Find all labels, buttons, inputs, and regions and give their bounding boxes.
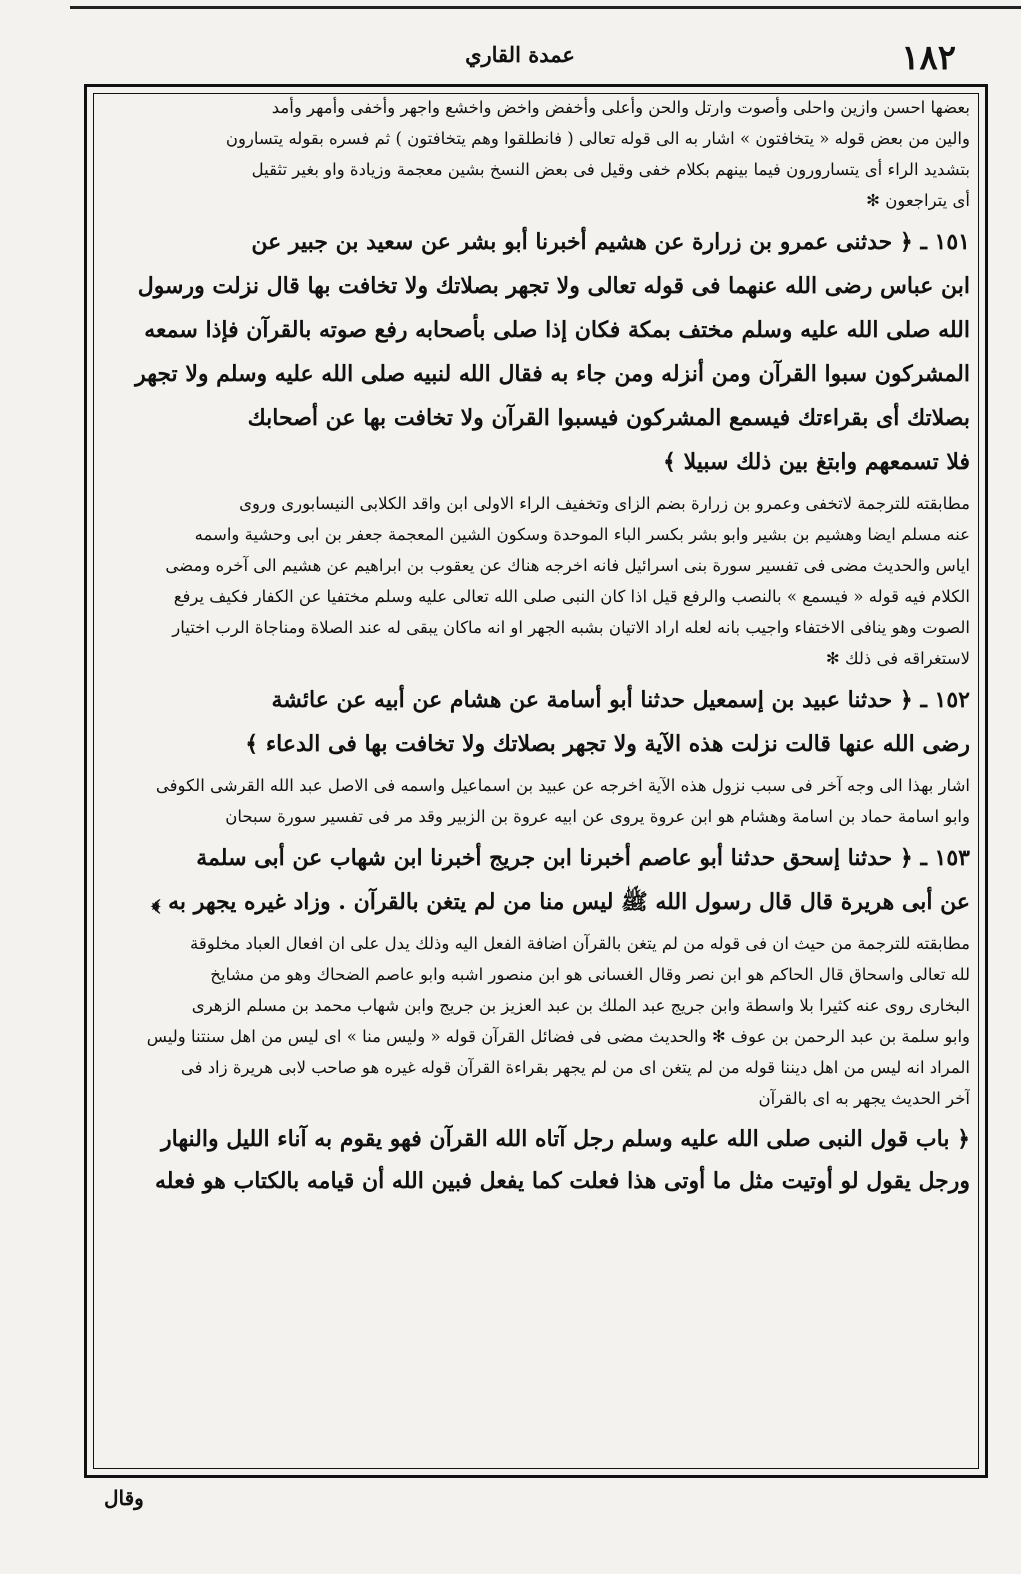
commentary-line: مطابقته للترجمة من حيث ان فى قوله من لم يتغن بالقرآن اضافة الفعل اليه وذلك يدل على ان افعال العباد مخلوقة <box>190 934 970 953</box>
commentary-line: عنه مسلم ايضا وهشيم بن بشير وابو بشر بكسر الباء الموحدة وسكون الشين المعجمة جعفر بن ابى وحشية واسمه <box>194 525 970 544</box>
commentary-line: اياس والحديث مضى فى تفسير سورة بنى اسرائيل فانه اخرجه هناك عن يعقوب بن ابراهيم عن هشيم الى آخره ومضى <box>165 556 970 575</box>
commentary-line: لله تعالى واسحاق قال الحاكم هو ابن نصر وقال الغسانى هو ابن منصور اشبه وابو عاصم الضحاك وهو من مشايخ <box>210 965 970 984</box>
hadith-line: ابن عباس رضى الله عنهما فى قوله تعالى ولا تجهر بصلاتك ولا تخافت بها قال نزلت ورسول <box>137 273 970 299</box>
commentary-line: الصوت وهو ينافى الاختفاء واجيب بانه لعله اراد الاتيان بشبه الجهر او انه ماكان يبقى له عند الصلاة ومناجاة الرب اختيار <box>172 618 970 637</box>
hadith-line: بصلاتك أى بقراءتك فيسمع المشركون فيسبوا القرآن ولا تخافت بها عن أصحابك <box>247 405 970 431</box>
commentary-line: بتشديد الراء أى يتسارورون فيما بينهم بكلام خفى وقيل فى بعض النسخ بشين معجمة وزيادة واو بغير تثقيل <box>251 160 970 179</box>
bab-line: ﴿ باب قول النبى صلى الله عليه وسلم رجل آتاه الله القرآن فهو يقوم به آناء الليل والنهار <box>161 1126 970 1152</box>
hadith-line: عن أبى هريرة قال قال رسول الله ﷺ ليس منا من لم يتغن بالقرآن . وزاد غيره يجهر به ﴾ <box>151 889 970 915</box>
bab-block <box>102 1118 970 1202</box>
commentary-block <box>102 770 970 832</box>
commentary-line: وابو سلمة بن عبد الرحمن بن عوف ✻ والحديث مضى فى فضائل القرآن قوله « وليس منا » اى ليس من اهل سنتنا وليس <box>146 1027 970 1046</box>
commentary-line: آخر الحديث يجهر به اى بالقرآن <box>758 1089 970 1108</box>
hadith-line: ١٥٢ ـ ﴿ حدثنا عبيد بن إسمعيل حدثنا أبو أسامة عن هشام عن أبيه عن عائشة <box>271 687 970 713</box>
page-header <box>80 38 960 88</box>
hadith-block <box>102 220 970 484</box>
commentary-block <box>102 488 970 674</box>
commentary-line: والين من بعض قوله « يتخافتون » اشار به الى قوله تعالى ( فانطلقوا وهم يتخافتون ) ثم فسره بقوله يتسارون <box>225 129 970 148</box>
bab-line: ورجل يقول لو أوتيت مثل ما أوتى هذا فعلت كما يفعل فبين الله أن قيامه بالكتاب هو فعله <box>155 1168 970 1194</box>
hadith-line: المشركون سبوا القرآن ومن أنزله ومن جاء به فقال الله لنبيه صلى الله عليه وسلم ولا تجهر <box>135 361 970 387</box>
hadith-block <box>102 836 970 924</box>
commentary-line: الكلام فيه قوله « فيسمع » بالنصب والرفع قيل اذا كان النبى صلى الله تعالى عليه وسلم مختفيا عن الكفار فكيف يرفع <box>173 587 970 606</box>
commentary-line: اشار بهذا الى وجه آخر فى سبب نزول هذه الآية اخرجه عن عبيد بن اسماعيل واسمه فى الاصل عبد الله القرشى الكوفى <box>155 776 970 795</box>
commentary-line: بعضها احسن وازين واحلى وأصوت وارتل والحن وأعلى وأخفض واخض واخشع واجهر وأخفى وأمهر وأمد <box>271 98 970 117</box>
commentary-line: لاستغراقه فى ذلك ✻ <box>825 649 970 668</box>
top-rule <box>70 6 1021 9</box>
page-body <box>102 92 970 1470</box>
commentary-line: وابو اسامة حماد بن اسامة وهشام هو ابن عروة يروى عن ابيه عروة بن الزبير وقد مر فى تفسير سورة سبحان <box>225 807 970 826</box>
commentary-line: البخارى روى عنه كثيرا بلا واسطة وابن جريج عبد الملك بن عبد العزيز بن جريج وابن شهاب محمد بن مسلم الزهرى <box>191 996 970 1015</box>
commentary-line: مطابقته للترجمة لاتخفى وعمرو بن زرارة بضم الزاى وتخفيف الراء الاولى ابن واقد الكلابى النيسابورى وروى <box>239 494 970 513</box>
hadith-line: الله صلى الله عليه وسلم مختف بمكة فكان إذا صلى بأصحابه رفع صوته بالقرآن فإذا سمعه <box>144 317 970 343</box>
running-head: عمدة القاري <box>465 42 575 67</box>
commentary-block <box>102 928 970 1114</box>
hadith-block <box>102 678 970 766</box>
commentary-line: أى يتراجعون ✻ <box>866 191 970 210</box>
hadith-line: رضى الله عنها قالت نزلت هذه الآية ولا تجهر بصلاتك ولا تخافت بها فى الدعاء ﴾ <box>245 731 970 757</box>
hadith-line: فلا تسمعهم وابتغ بين ذلك سبيلا ﴾ <box>663 449 970 475</box>
commentary-line: المراد انه ليس من اهل ديننا قوله من لم يتغن اى من لم يجهر بقراءة القرآن قوله غيره هو صاحب لابى هريرة زاد فى <box>180 1058 970 1077</box>
hadith-line: ١٥١ ـ ﴿ حدثنى عمرو بن زرارة عن هشيم أخبرنا أبو بشر عن سعيد بن جبير عن <box>251 229 970 255</box>
page-number: ١٨٢ <box>901 38 956 78</box>
commentary-block <box>102 92 970 216</box>
hadith-line: ١٥٣ ـ ﴿ حدثنا إسحق حدثنا أبو عاصم أخبرنا ابن جريج أخبرنا ابن شهاب عن أبى سلمة <box>196 845 970 871</box>
catchword: وقال <box>104 1486 144 1510</box>
